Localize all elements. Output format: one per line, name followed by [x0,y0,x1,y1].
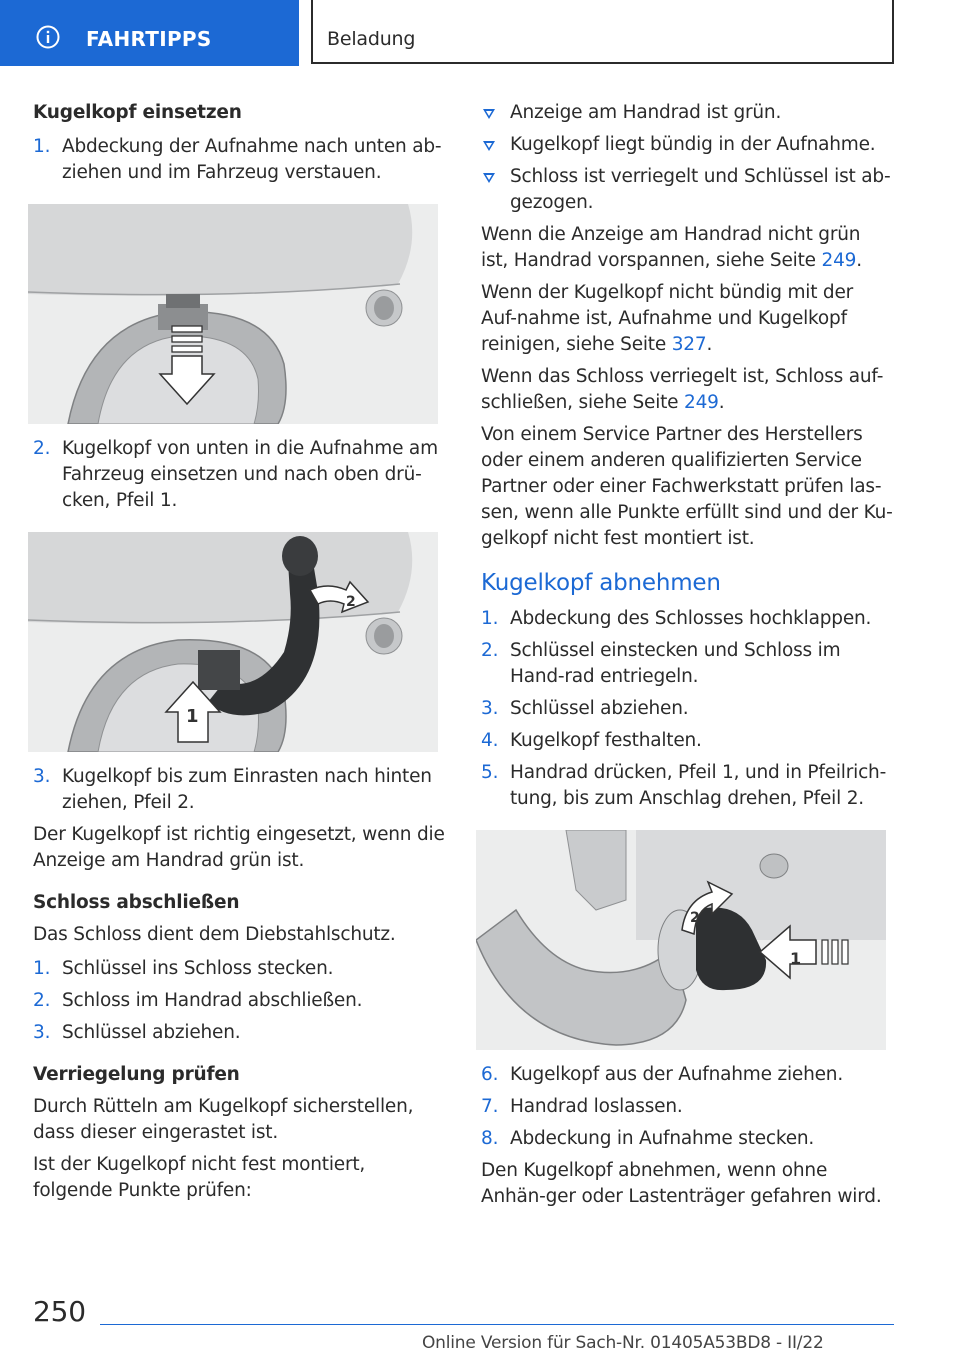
check-text: Schloss ist verriegelt und Schlüssel ist ab-gezogen. [510,166,891,213]
step-number: 7. [481,1096,499,1117]
step-item [481,1062,893,1088]
paragraph-text: Wenn das Schloss verriegelt ist, Schloss auf-schließen, siehe Seite [481,366,884,413]
figure-label-1: 1 [790,949,801,968]
header-bar [0,0,960,66]
steps-abnehmen-a [481,606,893,812]
steps-schloss [33,956,448,1046]
step-text: Handrad drücken, Pfeil 1, und in Pfeilrich-tung, bis zum Anschlag drehen, Pfeil 2. [510,762,887,809]
step-number: 2. [481,640,499,661]
paragraph-pruefen-1: Durch Rütteln am Kugelkopf sicherstellen, dass dieser eingerastet ist. [33,1096,414,1143]
step-item [33,436,448,514]
page-number: 250 [33,1295,86,1328]
figure-label-2: 2 [346,594,356,610]
step-number: 1. [33,136,51,157]
figure-label-1: 1 [186,706,199,727]
step-item [481,606,893,632]
heading-verriegelung-pruefen: Verriegelung prüfen [33,1064,240,1085]
steps-abnehmen-b [481,1062,893,1152]
check-list [481,100,893,216]
step-item [481,1126,893,1152]
step-item [481,728,893,754]
figure-ball-insert [28,532,438,752]
step-number: 6. [481,1064,499,1085]
paragraph-text: Wenn die Anzeige am Handrad nicht grün ist, Handrad vorspannen, siehe Seite [481,224,861,271]
step-item [33,988,448,1014]
paragraph-schloss-verriegelt: Wenn das Schloss verriegelt ist, Schloss auf-schließen, siehe Seite 249. [481,366,884,413]
check-item [481,132,893,158]
figure-cover-removal [28,204,438,424]
steps-einsetzen-c [33,764,448,816]
triangle-bullet-icon [483,141,495,151]
step-text: Schlüssel abziehen. [510,698,689,719]
paragraph-abnehmen-end: Den Kugelkopf abnehmen, wenn ohne Anhän-ger oder Lastenträger gefahren wird. [481,1160,882,1207]
step-number: 3. [481,698,499,719]
step-item [33,1020,448,1046]
step-text: Abdeckung der Aufnahme nach unten ab-ziehen und im Fahrzeug verstauen. [62,136,442,183]
right-column [481,100,893,1210]
step-text: Handrad loslassen. [510,1096,683,1117]
step-text: Schloss im Handrad abschließen. [62,990,363,1011]
paragraph-correct: Der Kugelkopf ist richtig eingesetzt, wenn die Anzeige am Handrad grün ist. [33,824,445,871]
step-item [33,134,448,186]
heading-schloss-abschliessen: Schloss abschließen [33,892,240,913]
footer-online-version: Online Version für Sach-Nr. 01405A53BD8 - II/22 [422,1333,824,1353]
step-text: Abdeckung in Aufnahme stecken. [510,1128,815,1149]
triangle-bullet-icon [483,173,495,183]
step-number: 2. [33,438,51,459]
paragraph-text: Wenn der Kugelkopf nicht bündig mit der Auf-nahme ist, Aufnahme und Kugelkopf reinigen, siehe Seite [481,282,854,355]
chapter-tab[interactable] [0,0,299,66]
step-text: Abdeckung des Schlosses hochklappen. [510,608,872,629]
step-text: Kugelkopf von unten in die Aufnahme am Fahrzeug einsetzen und nach oben drü-cken, Pfeil 1. [62,438,438,511]
step-text: Kugelkopf bis zum Einrasten nach hinten ziehen, Pfeil 2. [62,766,432,813]
step-text: Schlüssel einstecken und Schloss im Hand-rad entriegeln. [510,640,841,687]
paragraph-pruefen-2: Ist der Kugelkopf nicht fest montiert, folgende Punkte prüfen: [33,1154,366,1201]
chapter-tab-label: FAHRTIPPS [86,27,212,51]
triangle-bullet-icon [483,109,495,119]
section-title-box [311,0,894,64]
step-item [33,956,448,982]
heading-kugelkopf-einsetzen: Kugelkopf einsetzen [33,102,242,123]
paragraph-service: Von einem Service Partner des Herstellers oder einem anderen qualifizierten Service Partner oder einer Fachwerkstatt prüfen las-sen, wenn alle Punkte erfüllt sind und der Ku-gelkopf nicht fest montiert ist. [481,424,893,549]
step-text: Schlüssel abziehen. [62,1022,241,1043]
info-icon [36,25,60,49]
section-title: Beladung [327,28,416,50]
step-number: 1. [33,958,51,979]
check-text: Kugelkopf liegt bündig in der Aufnahme. [510,134,876,155]
page-link[interactable]: 249 [821,250,857,271]
step-item [481,696,893,722]
step-number: 8. [481,1128,499,1149]
step-item [481,1094,893,1120]
page-link[interactable]: 327 [671,334,707,355]
paragraph-schloss: Das Schloss dient dem Diebstahlschutz. [33,924,396,945]
figure-label-2: 2 [690,910,700,926]
paragraph-buendig: Wenn der Kugelkopf nicht bündig mit der Auf-nahme ist, Aufnahme und Kugelkopf reinigen, siehe Seite 327. [481,282,854,355]
step-text: Kugelkopf festhalten. [510,730,702,751]
step-number: 1. [481,608,499,629]
page-link[interactable]: 249 [684,392,719,413]
heading-kugelkopf-abnehmen: Kugelkopf abnehmen [481,570,721,596]
steps-einsetzen-a [33,134,448,186]
step-item [33,764,448,816]
figure-handwheel [476,830,886,1050]
step-number: 5. [481,762,499,783]
step-number: 4. [481,730,499,751]
step-item [481,760,893,812]
check-item [481,164,893,216]
paragraph-anzeige: Wenn die Anzeige am Handrad nicht grün ist, Handrad vorspannen, siehe Seite 249. [481,224,862,271]
step-number: 3. [33,766,51,787]
footer-divider [100,1324,894,1325]
check-text: Anzeige am Handrad ist grün. [510,102,782,123]
steps-einsetzen-b [33,436,448,514]
left-column [33,100,448,1204]
step-text: Schlüssel ins Schloss stecken. [62,958,334,979]
step-item [481,638,893,690]
step-number: 3. [33,1022,51,1043]
check-item [481,100,893,126]
step-text: Kugelkopf aus der Aufnahme ziehen. [510,1064,844,1085]
step-number: 2. [33,990,51,1011]
